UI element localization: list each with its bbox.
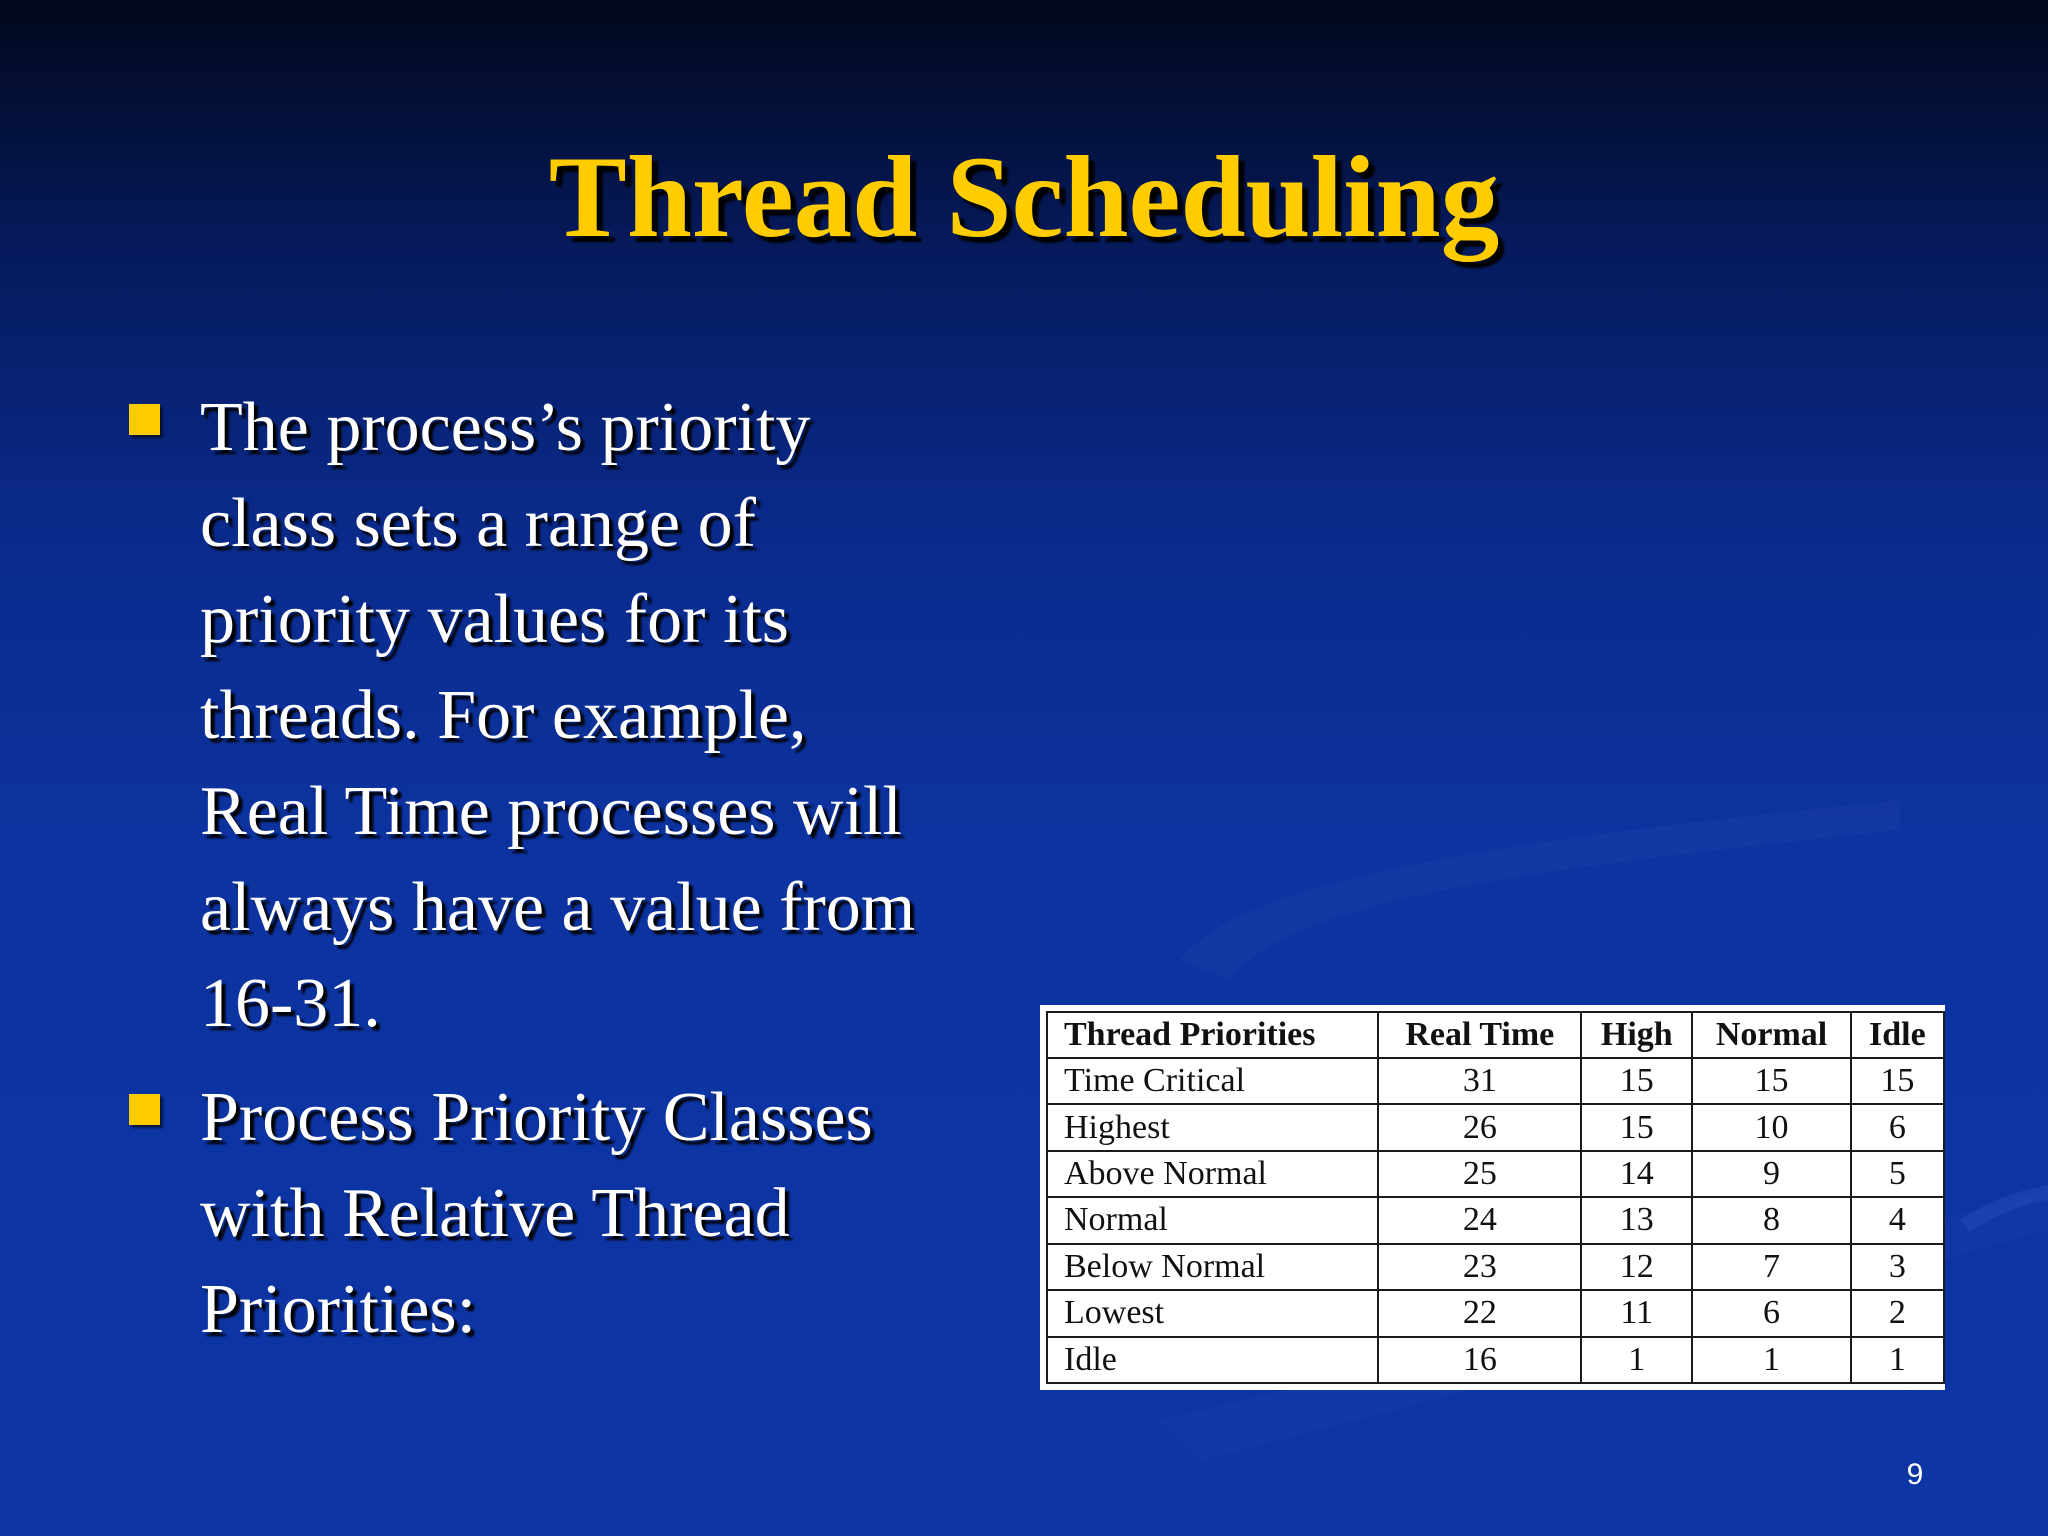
table-row (1047, 1058, 1944, 1104)
bullet-text-line: priority values for its (200, 581, 790, 658)
table-cell: 9 (1692, 1151, 1850, 1197)
table-cell: 1 (1692, 1337, 1850, 1383)
table-row (1047, 1337, 1944, 1383)
table-cell: Time Critical (1047, 1058, 1378, 1104)
square-bullet-icon (129, 404, 160, 435)
table-cell: Normal (1047, 1197, 1378, 1243)
table-cell: 31 (1378, 1058, 1581, 1104)
page-number: 9 (1906, 1458, 1924, 1491)
table-cell: 26 (1378, 1104, 1581, 1150)
column-header: High (1581, 1012, 1692, 1058)
bullet-text-line: always have a value from (200, 869, 916, 946)
bullet-item-priority-range (0, 380, 1000, 1052)
table-row (1047, 1151, 1944, 1197)
table-header-row (1047, 1012, 1944, 1058)
bullet-text-line: Priorities: (200, 1271, 477, 1348)
table-cell: 15 (1581, 1104, 1692, 1150)
table-row (1047, 1290, 1944, 1336)
bullet-text-line: Process Priority Classes (200, 1079, 873, 1156)
table-cell: 6 (1692, 1290, 1850, 1336)
table-cell: 10 (1692, 1104, 1850, 1150)
table-row (1047, 1197, 1944, 1243)
table-cell: 25 (1378, 1151, 1581, 1197)
table-cell: Highest (1047, 1104, 1378, 1150)
column-header: Normal (1692, 1012, 1850, 1058)
table-cell: 8 (1692, 1197, 1850, 1243)
table-cell: 14 (1581, 1151, 1692, 1197)
table-cell: 16 (1378, 1337, 1581, 1383)
table-cell: 1 (1581, 1337, 1692, 1383)
table-cell: 3 (1851, 1244, 1944, 1290)
priority-table (1046, 1011, 1945, 1384)
slide-title: Thread Scheduling (548, 133, 1500, 262)
bullet-text-line: The process’s priority (200, 389, 811, 466)
table-cell: 15 (1851, 1058, 1944, 1104)
bullet-text-line: class sets a range of (200, 485, 756, 562)
bullet-text-line: Real Time processes will (200, 773, 902, 850)
square-bullet-icon (129, 1094, 160, 1125)
priority-table-container (1040, 1005, 1945, 1390)
table-cell: 6 (1851, 1104, 1944, 1150)
table-cell: 7 (1692, 1244, 1850, 1290)
table-cell: 15 (1692, 1058, 1850, 1104)
table-cell: Lowest (1047, 1290, 1378, 1336)
table-cell: 24 (1378, 1197, 1581, 1243)
bullet-text-line: with Relative Thread (200, 1175, 790, 1252)
table-cell: 13 (1581, 1197, 1692, 1243)
bullet-text-line: 16-31. (200, 965, 381, 1042)
table-cell: 1 (1851, 1337, 1944, 1383)
table-cell: 4 (1851, 1197, 1944, 1243)
table-row (1047, 1104, 1944, 1150)
column-header: Thread Priorities (1047, 1012, 1378, 1058)
table-row (1047, 1244, 1944, 1290)
bullet-text-line: threads. For example, (200, 677, 807, 754)
table-cell: Above Normal (1047, 1151, 1378, 1197)
table-cell: 23 (1378, 1244, 1581, 1290)
table-cell: Below Normal (1047, 1244, 1378, 1290)
table-cell: 22 (1378, 1290, 1581, 1336)
table-cell: 12 (1581, 1244, 1692, 1290)
bullet-item-priority-classes (0, 1070, 1000, 1358)
table-cell: Idle (1047, 1337, 1378, 1383)
table-cell: 5 (1851, 1151, 1944, 1197)
table-cell: 11 (1581, 1290, 1692, 1336)
table-cell: 2 (1851, 1290, 1944, 1336)
column-header: Real Time (1378, 1012, 1581, 1058)
table-cell: 15 (1581, 1058, 1692, 1104)
column-header: Idle (1851, 1012, 1944, 1058)
bullet-list (0, 380, 1000, 1358)
